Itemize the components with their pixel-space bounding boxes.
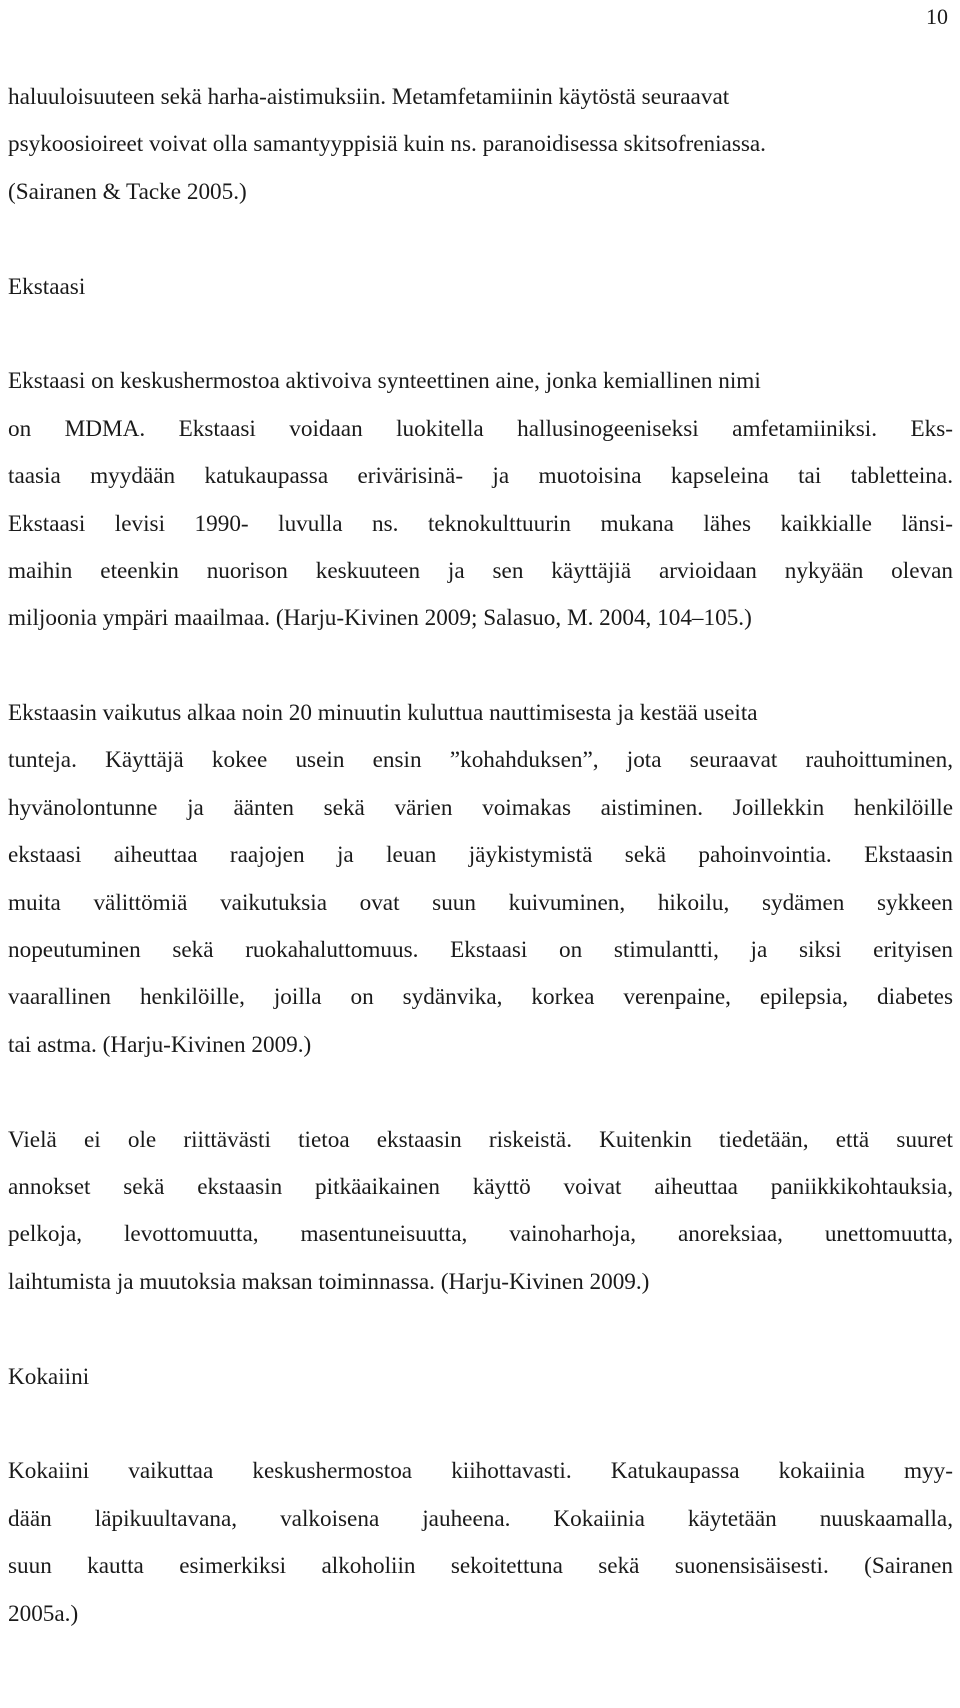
text-line: tai astma. (Harju-Kivinen 2009.)	[8, 1031, 312, 1058]
text-line: maihin eteenkin nuorison keskuuteen ja sen käyttäjiä arvioidaan nykyään olevan	[8, 557, 953, 584]
text-line: annokset sekä ekstaasin pitkäaikainen käyttö voivat aiheuttaa paniikkikohtauksia,	[8, 1173, 953, 1200]
paragraph	[8, 1117, 953, 1307]
text-line: Ekstaasi levisi 1990- luvulla ns. teknokulttuurin mukana lähes kaikkialle länsi-	[8, 510, 953, 537]
paragraph	[8, 74, 953, 216]
text-line: haluuloisuuteen sekä harha-aistimuksiin. Metamfetamiinin käytöstä seuraavat	[8, 84, 730, 110]
text-line: pelkoja, levottomuutta, masentuneisuutta, vainoharhoja, anoreksiaa, unettomuutta,	[8, 1221, 953, 1248]
block-spacer	[8, 1306, 953, 1353]
paragraph	[8, 1448, 953, 1638]
text-line: 2005a.)	[8, 1600, 79, 1627]
text-line: muita välittömiä vaikutuksia ovat suun kuivuminen, hikoilu, sydämen sykkeen	[8, 889, 953, 916]
text-line: nopeutuminen sekä ruokahaluttomuus. Ekstaasi on stimulantti, ja siksi erityisen	[8, 937, 953, 964]
text-line: (Sairanen & Tacke 2005.)	[8, 178, 247, 205]
text-line: miljoonia ympäri maailmaa. (Harju-Kivinen 2009; Salasuo, M. 2004, 104–105.)	[8, 605, 752, 632]
block-spacer	[8, 311, 953, 358]
page-number: 10	[926, 4, 948, 29]
text-line: Ekstaasi	[8, 273, 86, 300]
text-line: suun kautta esimerkiksi alkoholiin sekoitettuna sekä suonensisäisesti. (Sairanen	[8, 1553, 953, 1580]
block-spacer	[8, 216, 953, 263]
text-line: psykoosioireet voivat olla samantyyppisiä kuin ns. paranoidisessa skitsofreniassa.	[8, 131, 766, 158]
paragraph	[8, 690, 953, 1069]
text-line: Kokaiini vaikuttaa keskushermostoa kiihottavasti. Katukaupassa kokaiinia myy-	[8, 1458, 953, 1485]
block-spacer	[8, 1069, 953, 1116]
paragraph	[8, 358, 953, 642]
text-line: hyvänolontunne ja äänten sekä värien voimakas aistiminen. Joillekkin henkilöille	[8, 794, 953, 821]
text-line: laihtumista ja muutoksia maksan toiminnassa. (Harju-Kivinen 2009.)	[8, 1268, 650, 1295]
text-line: ekstaasi aiheuttaa raajojen ja leuan jäykistymistä sekä pahoinvointia. Ekstaasin	[8, 842, 953, 869]
document-body	[8, 74, 953, 1638]
text-line: on MDMA. Ekstaasi voidaan luokitella hallusinogeeniseksi amfetamiiniksi. Eks-	[8, 415, 953, 442]
text-line: Ekstaasi on keskushermostoa aktivoiva synteettinen aine, jonka kemiallinen nimi	[8, 368, 761, 395]
text-line: dään läpikuultavana, valkoisena jauheena. Kokaiinia käytetään nuuskaamalla,	[8, 1505, 953, 1532]
section-heading	[8, 1354, 953, 1401]
section-heading	[8, 264, 953, 311]
block-spacer	[8, 1401, 953, 1448]
text-line: Vielä ei ole riittävästi tietoa ekstaasin riskeistä. Kuitenkin tiedetään, että suuret	[8, 1126, 953, 1153]
text-line: vaarallinen henkilöille, joilla on sydänvika, korkea verenpaine, epilepsia, diabetes	[8, 984, 953, 1011]
text-line: tunteja. Käyttäjä kokee usein ensin ”kohahduksen”, jota seuraavat rauhoittuminen,	[8, 747, 953, 774]
text-line: Ekstaasin vaikutus alkaa noin 20 minuutin kuluttua nauttimisesta ja kestää useita	[8, 700, 758, 727]
block-spacer	[8, 643, 953, 690]
text-line: taasia myydään katukaupassa erivärisinä- ja muotoisina kapseleina tai tabletteina.	[8, 463, 953, 490]
text-line: Kokaiini	[8, 1363, 90, 1390]
